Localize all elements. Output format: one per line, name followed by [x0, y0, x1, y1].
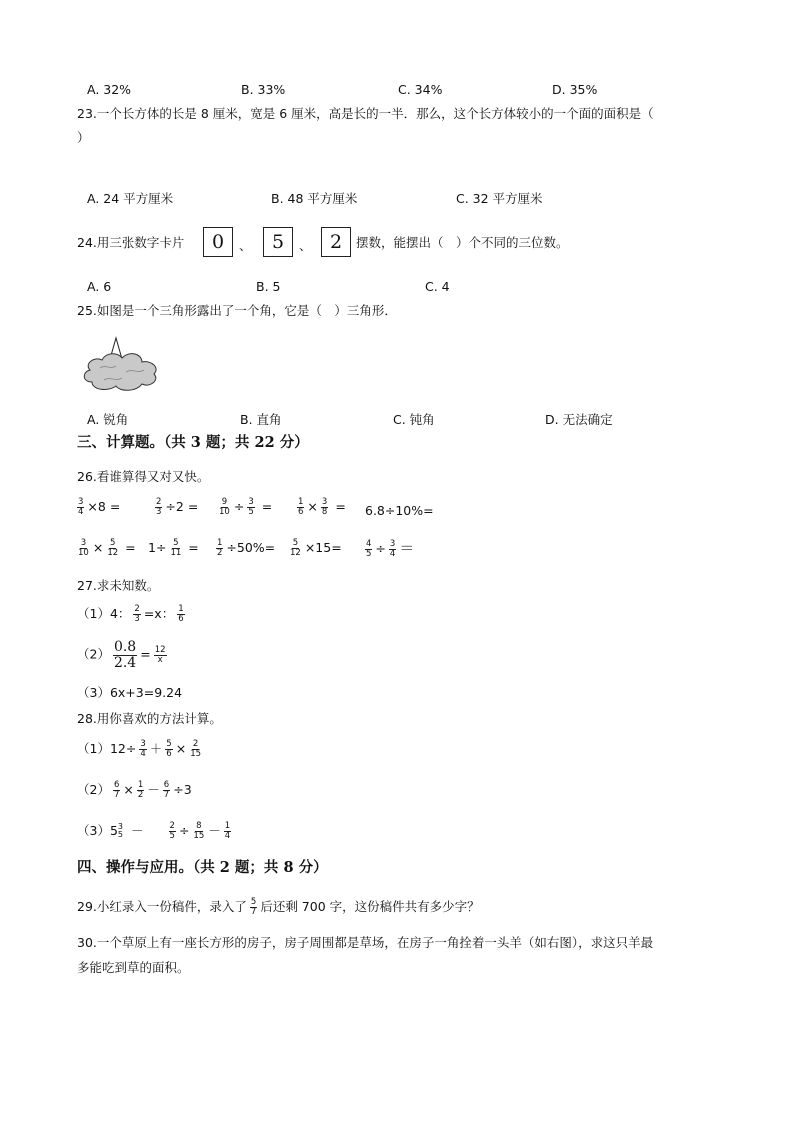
q28-question: 28.用你喜欢的方法计算。: [77, 711, 222, 726]
q28-part-1: （1）12÷ $\frac{3}{4}$ ＋ $\frac{5}{6}$ × $\frac{2}{15}$: [77, 739, 202, 759]
q24-suffix: 摆数，能摆出（ ）个不同的三位数。: [356, 235, 569, 250]
q26-r1-e1: $\frac{3}{4}$ ×8 =: [78, 497, 121, 517]
q23-question: 23.一个长方体的长是 8 厘米，宽是 6 厘米，高是长的一半．那么，这个长方体较小的一个面的面积是（: [77, 106, 654, 121]
q30-question-line1: 30.一个草原上有一座长方形的房子，房子周围都是草场，在房子一角拴着一头羊（如右图），求这只羊最: [77, 935, 654, 950]
q25-option-c: C. 钝角: [393, 412, 435, 427]
q26-r2-e4: $\frac{5}{12}$ ×15=: [290, 538, 342, 558]
q23-question-cont: ）: [77, 130, 90, 145]
q26-question: 26.看谁算得又对又快。: [77, 469, 210, 484]
triangle-cloud-figure: [80, 336, 162, 394]
q25-option-a: A. 锐角: [87, 412, 129, 427]
card-separator-2: 、: [299, 238, 312, 253]
q28-part-2: （2） $\frac{6}{7}$ × $\frac{1}{2}$ － $\frac{6}{7}$ ÷3: [77, 780, 192, 800]
q26-r1-e2: $\frac{2}{3}$ ÷2 =: [156, 497, 199, 517]
digit-card-0: 0: [203, 227, 233, 257]
q28-part-3: （3）5 3 5 － $\frac{2}{5}$ ÷ $\frac{8}{15}$ － $\frac{1}{4}$: [77, 821, 231, 841]
q22-option-d: D. 35%: [552, 82, 598, 97]
q23-option-b: B. 48 平方厘米: [271, 191, 358, 206]
q30-question-line2: 多能吃到草的面积。: [77, 960, 190, 975]
q27-part-2: （2） $\frac{0.8}{2.4}$ = $\frac{12}{x}$: [77, 639, 166, 671]
q26-r1-e5: 6.8÷10%=: [365, 503, 434, 518]
q24-prefix: 24.用三张数字卡片: [77, 235, 185, 250]
q24-option-b: B. 5: [256, 279, 281, 294]
q24-option-c: C. 4: [425, 279, 450, 294]
q25-option-d: D. 无法确定: [545, 412, 613, 427]
q25-option-b: B. 直角: [240, 412, 282, 427]
q23-option-a: A. 24 平方厘米: [87, 191, 174, 206]
q26-r1-e3: $\frac{9}{10}$ ÷ $\frac{3}{5}$ =: [219, 497, 273, 517]
section-3-heading: 三、计算题。（共 3 题；共 22 分）: [77, 434, 309, 451]
card-separator-1: 、: [239, 238, 252, 253]
q22-option-a: A. 32%: [87, 82, 132, 97]
q22-option-b: B. 33%: [241, 82, 286, 97]
q26-r2-e5: $\frac{4}{5}$ ÷ $\frac{3}{4}$ ＝: [366, 539, 415, 559]
digit-card-5: 5: [263, 227, 293, 257]
digit-card-2: 2: [321, 227, 351, 257]
q26-r2-e3: $\frac{1}{2}$ ÷50%=: [217, 538, 276, 558]
q24-option-a: A. 6: [87, 279, 112, 294]
q27-part-3: （3）6x+3=9.24: [77, 685, 183, 700]
q27-part-1: （1）4： $\frac{2}{3}$ =x： $\frac{1}{6}$: [77, 604, 184, 624]
section-4-heading: 四、操作与应用。（共 2 题；共 8 分）: [77, 859, 328, 876]
q26-r2-e1: $\frac{3}{10}$ × $\frac{5}{12}$ =: [78, 538, 136, 558]
q26-r1-e4: $\frac{1}{6}$ × $\frac{3}{8}$ =: [298, 497, 346, 517]
q25-question: 25.如图是一个三角形露出了一个角，它是（ ）三角形．: [77, 303, 397, 318]
q27-question: 27.求未知数。: [77, 578, 160, 593]
q29-question: 29.小红录入一份稿件，录入了 $\frac{5}{7}$ 后还剩 700 字，这份稿件共有多少字？: [77, 897, 480, 917]
q26-r2-e2: 1÷ $\frac{5}{11}$ =: [148, 538, 199, 558]
q22-option-c: C. 34%: [398, 82, 443, 97]
q23-option-c: C. 32 平方厘米: [456, 191, 543, 206]
cloud-shape: [84, 354, 156, 391]
